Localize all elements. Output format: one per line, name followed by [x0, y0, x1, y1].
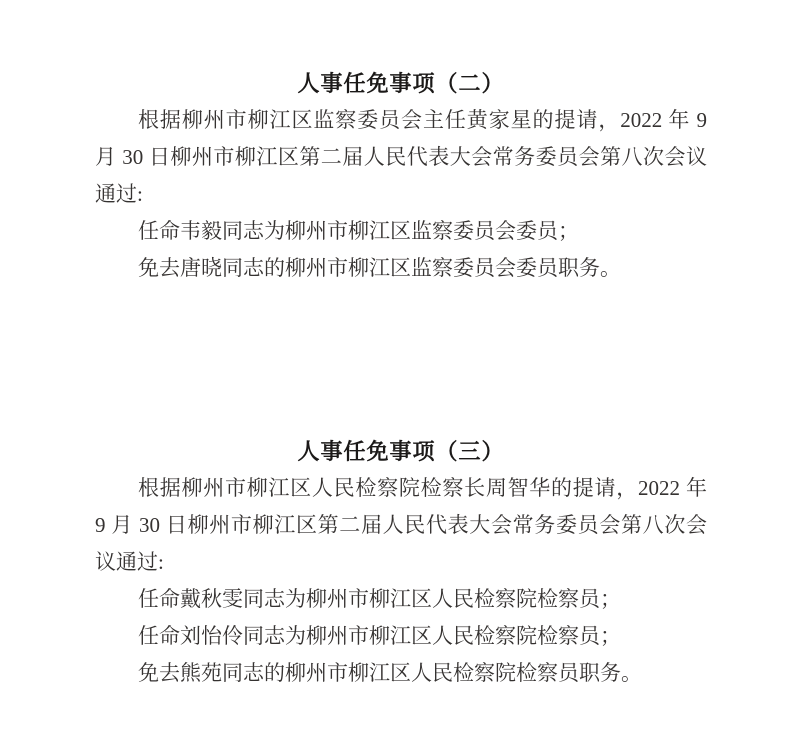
appointment-item: 任命刘怡伶同志为柳州市柳江区人民检察院检察员；: [138, 624, 621, 648]
removal-item: 免去唐晓同志的柳州市柳江区监察委员会委员职务。: [138, 256, 621, 280]
paragraph-line: 根据柳州市柳江区监察委员会主任黄家星的提请，2022 年 9: [138, 108, 707, 132]
paragraph-line: 根据柳州市柳江区人民检察院检察长周智华的提请，2022 年: [138, 476, 707, 500]
document-content: [95, 65, 707, 692]
appointment-item: 任命戴秋雯同志为柳州市柳江区人民检察院检察员；: [138, 587, 621, 611]
paragraph-line: 通过:: [95, 182, 143, 206]
paragraph-line: 月 30 日柳州市柳江区第二届人民代表大会常务委员会第八次会议: [95, 145, 707, 169]
section-spacer: [95, 287, 707, 433]
appointment-item: 任命韦毅同志为柳州市柳江区监察委员会委员；: [138, 219, 579, 243]
section-appointments-3: [95, 433, 707, 692]
section-title: 人事任免事项（二）: [297, 71, 505, 96]
paragraph-line: 议通过:: [95, 550, 164, 574]
removal-item: 免去熊苑同志的柳州市柳江区人民检察院检察员职务。: [138, 661, 642, 685]
paragraph-line: 9 月 30 日柳州市柳江区第二届人民代表大会常务委员会第八次会: [95, 513, 707, 537]
section-title: 人事任免事项（三）: [297, 439, 505, 464]
section-appointments-2: [95, 65, 707, 287]
